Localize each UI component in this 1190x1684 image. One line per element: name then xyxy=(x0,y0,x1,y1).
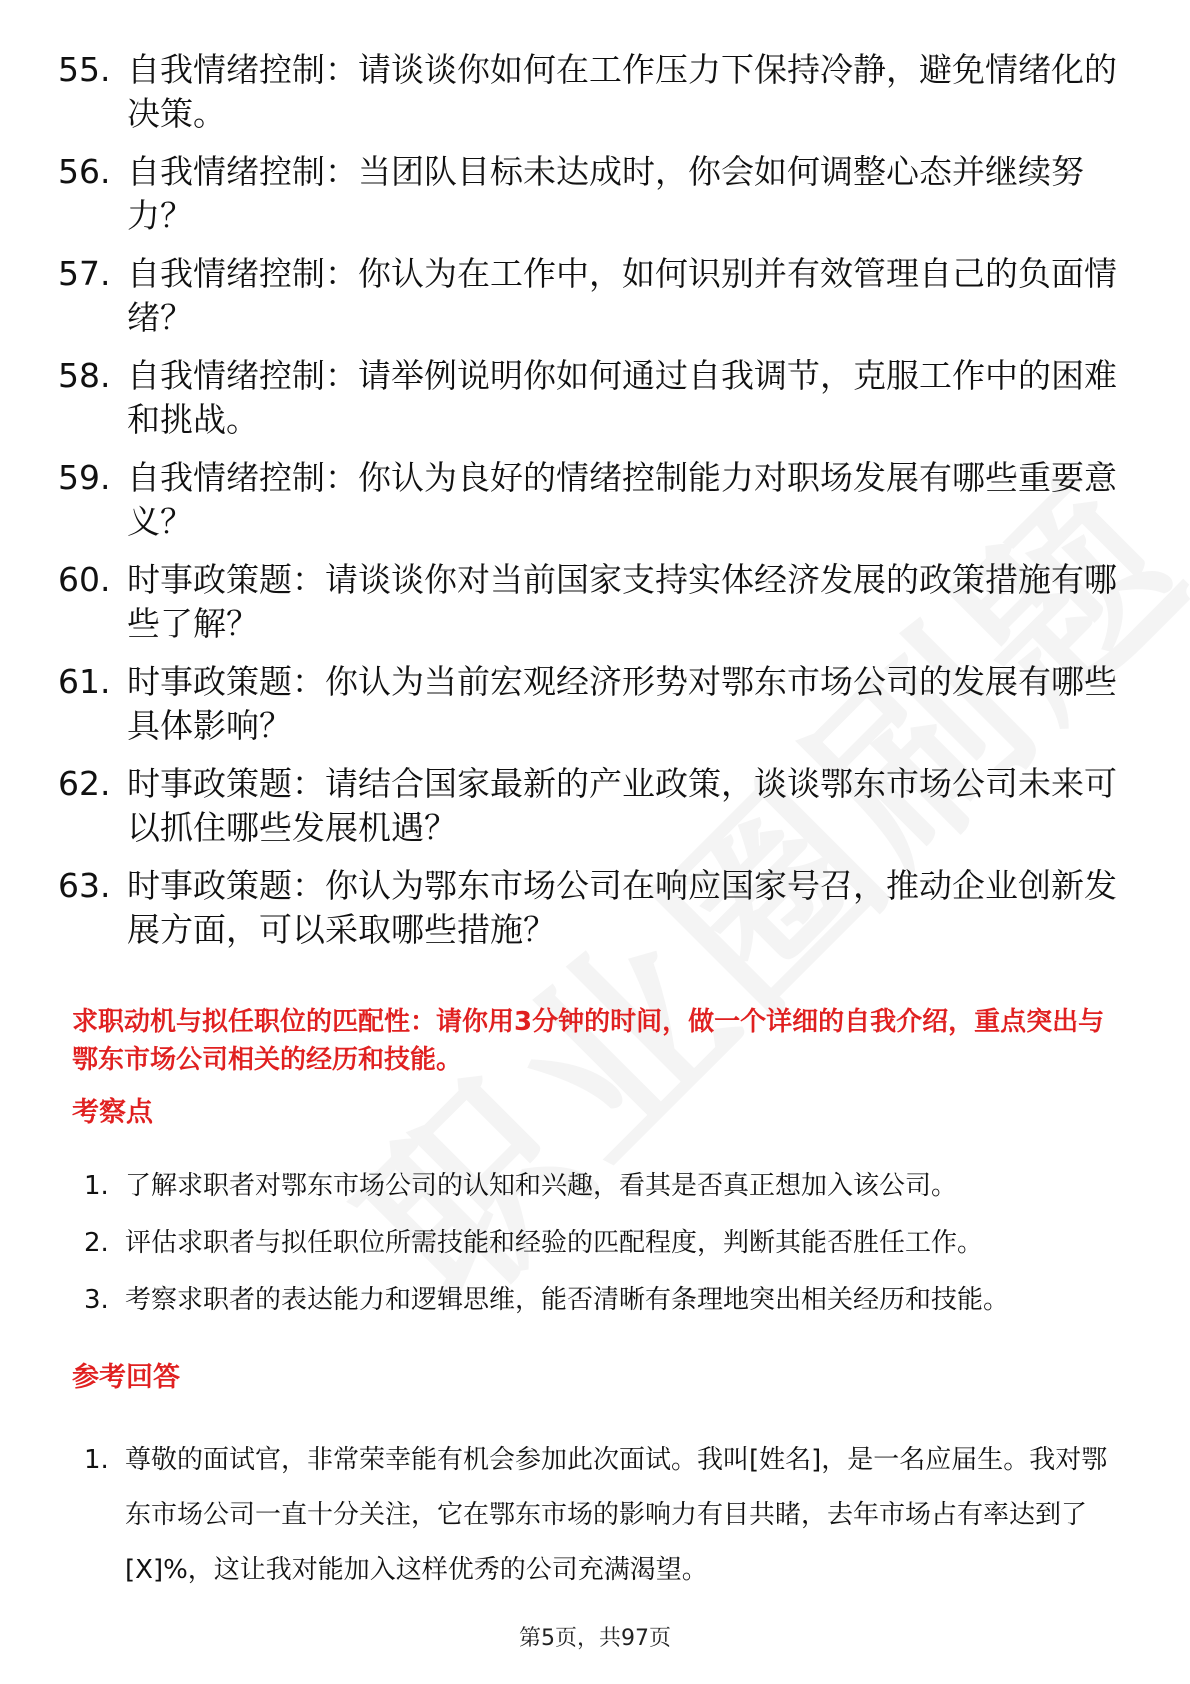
question-list xyxy=(58,48,1118,966)
page-footer: 第5页，共97页 xyxy=(519,1626,671,1651)
question-number: 56. xyxy=(58,152,111,191)
question-number: 63. xyxy=(58,866,111,905)
question-number: 62. xyxy=(58,764,111,803)
point-text: 了解求职者对鄂东市场公司的认知和兴趣，看其是否真正想加入该公司。 xyxy=(125,1171,958,1201)
reference-heading: 参考回答 xyxy=(72,1362,180,1393)
assessment-point xyxy=(84,1225,1124,1261)
question-number: 58. xyxy=(58,356,111,395)
question-text: 时事政策题：你认为鄂东市场公司在响应国家号召，推动企业创新发展方面，可以采取哪些措施？ xyxy=(127,866,1117,949)
reference-answer xyxy=(84,1433,1124,1598)
assessment-heading: 考察点 xyxy=(72,1097,153,1128)
question-text: 自我情绪控制：请举例说明你如何通过自我调节，克服工作中的困难和挑战。 xyxy=(127,356,1117,439)
point-number: 2. xyxy=(84,1228,109,1258)
question-item xyxy=(58,660,1118,748)
question-text: 时事政策题：请结合国家最新的产业政策，谈谈鄂东市场公司未来可以抓住哪些发展机遇？ xyxy=(127,764,1117,847)
question-number: 61. xyxy=(58,662,111,701)
question-text: 自我情绪控制：当团队目标未达成时，你会如何调整心态并继续努力？ xyxy=(127,152,1084,235)
point-text: 评估求职者与拟任职位所需技能和经验的匹配程度，判断其能否胜任工作。 xyxy=(125,1228,984,1258)
highlighted-question: 求职动机与拟任职位的匹配性：请你用3分钟的时间，做一个详细的自我介绍，重点突出与鄂东市场公司相关的经历和技能。 xyxy=(72,1007,1105,1075)
question-number: 59. xyxy=(58,458,111,497)
question-item xyxy=(58,48,1118,136)
question-number: 55. xyxy=(58,50,111,89)
question-number: 57. xyxy=(58,254,111,293)
question-text: 时事政策题：请谈谈你对当前国家支持实体经济发展的政策措施有哪些了解？ xyxy=(127,560,1117,643)
assessment-point xyxy=(84,1168,1124,1204)
question-text: 时事政策题：你认为当前宏观经济形势对鄂东市场公司的发展有哪些具体影响？ xyxy=(127,662,1117,745)
answer-number: 1. xyxy=(84,1445,109,1475)
assessment-point xyxy=(84,1282,1124,1318)
question-item xyxy=(58,150,1118,238)
question-item xyxy=(58,762,1118,850)
question-item xyxy=(58,456,1118,544)
question-item xyxy=(58,354,1118,442)
question-text: 自我情绪控制：请谈谈你如何在工作压力下保持冷静，避免情绪化的决策。 xyxy=(127,50,1117,133)
question-text: 自我情绪控制：你认为良好的情绪控制能力对职场发展有哪些重要意义？ xyxy=(127,458,1117,541)
question-item xyxy=(58,252,1118,340)
question-item xyxy=(58,558,1118,646)
question-number: 60. xyxy=(58,560,111,599)
question-text: 自我情绪控制：你认为在工作中，如何识别并有效管理自己的负面情绪？ xyxy=(127,254,1117,337)
question-item xyxy=(58,864,1118,952)
answer-text: 尊敬的面试官，非常荣幸能有机会参加此次面试。我叫[姓名]，是一名应届生。我对鄂东市场公司一直十分关注，它在鄂东市场的影响力有目共睹，去年市场占有率达到了[X]%，这让我对能加入这样优秀的公司充满渴望。 xyxy=(125,1445,1108,1585)
point-text: 考察求职者的表达能力和逻辑思维，能否清晰有条理地突出相关经历和技能。 xyxy=(125,1285,1010,1315)
point-number: 1. xyxy=(84,1171,109,1201)
point-number: 3. xyxy=(84,1285,109,1315)
